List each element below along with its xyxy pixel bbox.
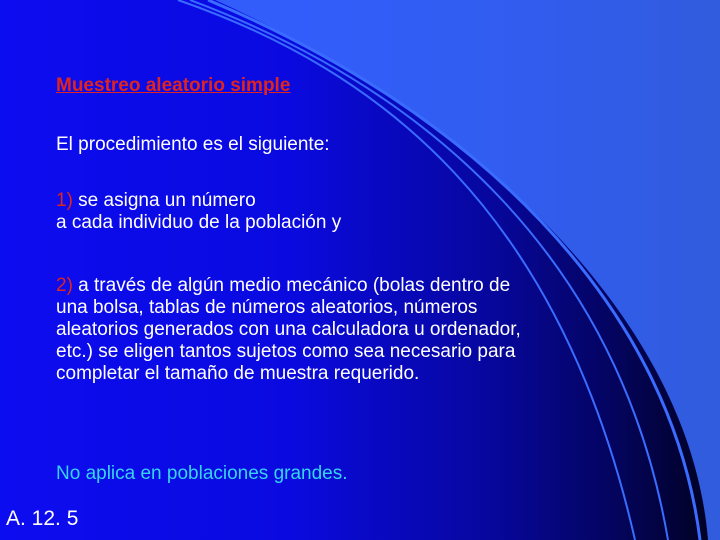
step-2-text-1: a través de algún medio mecánico (bolas dentro de (72, 275, 511, 296)
step-2-line-1 (56, 275, 521, 297)
step-1-line-2: a cada individuo de la población y (56, 212, 342, 233)
step-1-text-1: se asigna un número (72, 190, 256, 211)
step-1 (56, 190, 341, 234)
slide-footer-label: A. 12. 5 (6, 507, 79, 530)
note-text: No aplica en poblaciones grandes. (56, 463, 348, 484)
step-2 (56, 275, 521, 385)
step-2-line-4: etc.) se eligen tantos sujetos como sea necesario para (56, 341, 516, 362)
step-2-number: 2) (56, 275, 73, 296)
intro-text: El procedimiento es el siguiente: (56, 134, 330, 155)
slide-title: Muestreo aleatorio simple (56, 75, 291, 96)
step-1-line-1 (56, 190, 341, 212)
deco-swoosh (215, 0, 720, 540)
step-2-line-5: completar el tamaño de muestra requerido. (56, 363, 420, 384)
step-2-line-3: aleatorios generados con una calculadora u ordenador, (56, 319, 521, 340)
step-2-line-2: una bolsa, tablas de números aleatorios, números (56, 297, 478, 318)
step-1-number: 1) (56, 190, 73, 211)
